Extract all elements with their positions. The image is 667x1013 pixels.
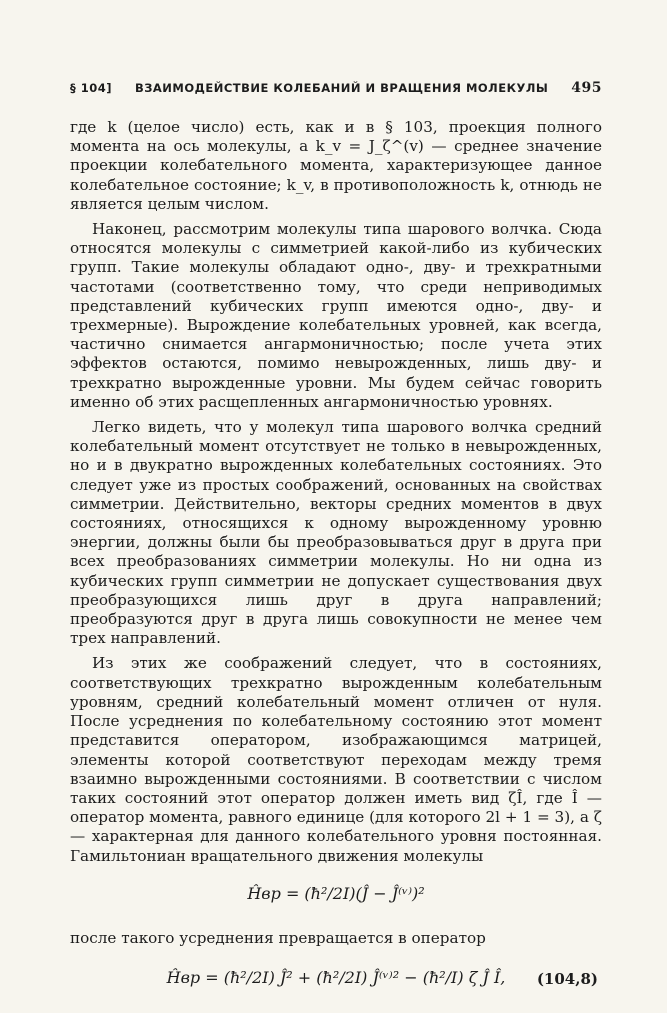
formula-averaged	[70, 968, 602, 987]
paragraph-2: Наконец, рассмотрим молекулы типа шарового волчка. Сюда относятся молекулы с симметрией какой-либо из кубических групп. Такие молекулы обладают одно-, дву- и трехкратными частотами (соответственно тому, что среди неприводимых представлений кубических групп имеются одно-, дву- и трехмерные). Вырождение колебательных уровней, как всегда, частично снимается ангармоничностью; после учета этих эффектов остаются, помимо невырожденных, лишь дву- и трехкратно вырожденные уровни. Мы будем сейчас говорить именно об этих расщепленных ангармоничностью уровнях.	[70, 220, 602, 411]
paragraph-3: Легко видеть, что у молекул типа шарового волчка средний колебательный момент отсутствует не только в невырожденных, но и в двукратно вырожденных колебательных состояниях. Это следует уже из простых соображений, основанных на свойствах симметрии. Действительно, векторы средних моментов в двух состояниях, относящихся к одному вырожденному уровню энергии, должны были бы преобразовываться друг в друга при всех преобразованиях симметрии молекулы. Но ни одна из кубических групп симметрии не допускает существования двух преобразующихся лишь друг в друга направлений; преобразуются друг в друга лишь совокупности не менее чем трех направлений.	[70, 418, 602, 648]
paragraph-4: Из этих же соображений следует, что в состояниях, соответствующих трехкратно вырожденным колебательным уровням, средний колебательный момент отличен от нуля. После усреднения по колебательному состоянию этот момент представится оператором, изображающимся матрицей, элементы которой соответствуют переходам между тремя взаимно вырожденными состояниями. В соответствии с числом таких состояний этот оператор должен иметь вид ζÎ, где Î — оператор момента, равного единице (для которого 2l + 1 = 3), а ζ — характерная для данного колебательного уровня постоянная. Гамильтониан вращательного движения молекулы	[70, 654, 602, 865]
transition-text	[70, 929, 602, 948]
page-number: 495	[571, 80, 602, 96]
section-ref: § 104]	[70, 81, 113, 95]
paragraph-5: после такого усреднения превращается в оператор	[70, 928, 486, 947]
running-head	[70, 80, 602, 96]
formula-2-text: Ĥвр = (ħ²/2I) Ĵ² + (ħ²/2I) Ĵ⁽ᵛ⁾² − (ħ²/I) ζ Ĵ Î,	[166, 967, 506, 987]
chapter-title: ВЗАИМОДЕЙСТВИЕ КОЛЕБАНИЙ И ВРАЩЕНИЯ МОЛЕКУЛЫ	[134, 81, 549, 95]
equation-number: (104,8)	[536, 969, 598, 988]
paragraph-1: где k (целое число) есть, как и в § 103, проекция полного момента на ось молекулы, а k_v = J_ζ^(v) — среднее значение проекции колебательного момента, характеризующее данное колебательное состояние; k_v, в противоположность k, отнюдь не является целым числом.	[70, 118, 602, 213]
page	[70, 80, 602, 1013]
formula-1-text: Ĥвр = (ħ²/2I)(Ĵ − Ĵ⁽ᵛ⁾)²	[247, 883, 425, 903]
formula-hamiltonian	[70, 884, 602, 903]
body-text	[70, 118, 602, 866]
